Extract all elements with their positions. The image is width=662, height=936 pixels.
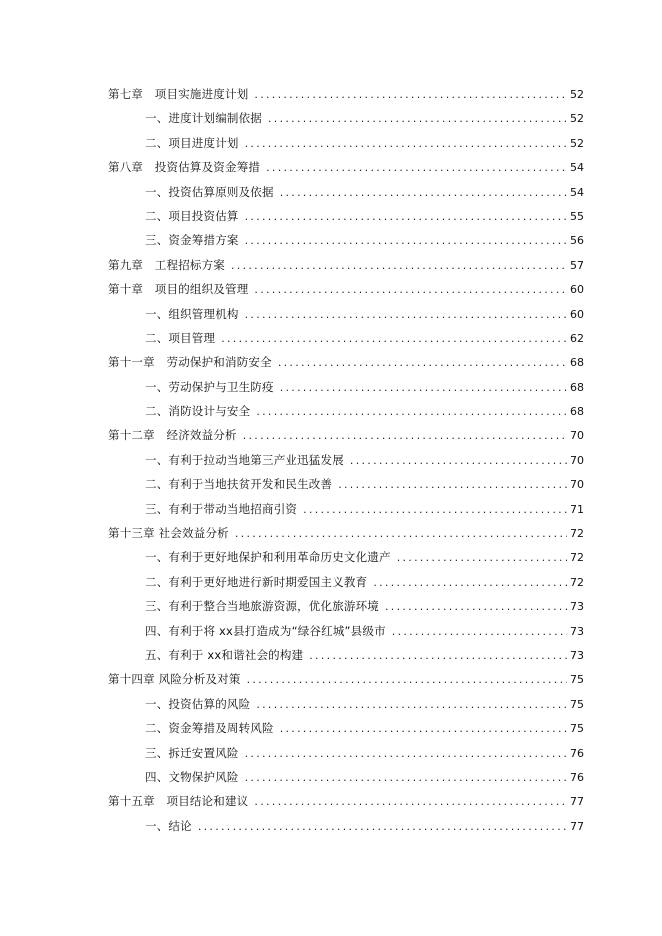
dot-leader xyxy=(266,156,567,180)
toc-page-number: 76 xyxy=(570,770,584,784)
toc-entry-label: 二、项目管理 xyxy=(145,330,216,345)
toc-section-entry[interactable] xyxy=(108,741,584,765)
dot-leader xyxy=(245,303,567,327)
dot-leader xyxy=(392,620,567,644)
toc-section-entry[interactable] xyxy=(108,765,584,789)
toc-entry-label: 二、资金筹措及周转风险 xyxy=(145,721,274,736)
dot-leader xyxy=(245,229,567,253)
toc-entry-label: 一、劳动保护与卫生防疫 xyxy=(145,379,274,394)
toc-entry-label: 二、项目进度计划 xyxy=(145,135,239,150)
dot-leader xyxy=(278,351,567,375)
dot-leader xyxy=(198,815,567,839)
toc-entry-label: 一、组织管理机构 xyxy=(145,306,239,321)
dot-leader xyxy=(338,473,567,497)
dot-leader xyxy=(280,717,567,741)
toc-page-number: 73 xyxy=(570,624,584,638)
toc-entry-label: 三、拆迁安置风险 xyxy=(145,745,239,760)
toc-entry-label: 一、投资估算原则及依据 xyxy=(145,184,274,199)
toc-page-number: 72 xyxy=(570,575,584,589)
toc-section-entry[interactable] xyxy=(108,204,584,228)
toc-entry-label: 四、有利于将 xx县打造成为“绿谷红城”县级市 xyxy=(145,623,386,638)
toc-page-number: 70 xyxy=(570,429,584,443)
toc-chapter-entry[interactable] xyxy=(108,789,584,813)
toc-section-entry[interactable] xyxy=(108,570,584,594)
toc-page-number: 56 xyxy=(570,234,584,248)
dot-leader xyxy=(309,644,567,668)
dot-leader xyxy=(247,668,567,692)
toc-chapter-entry[interactable] xyxy=(108,521,584,545)
toc-entry-label: 一、进度计划编制依据 xyxy=(145,111,262,126)
dot-leader xyxy=(280,181,567,205)
toc-entry-label: 三、资金筹措方案 xyxy=(145,233,239,248)
toc-section-entry[interactable] xyxy=(108,448,584,472)
toc-entry-label: 三、有利于带动当地招商引资 xyxy=(145,501,298,516)
dot-leader xyxy=(245,132,567,156)
toc-entry-label: 二、有利于当地扶贫开发和民生改善 xyxy=(145,477,333,492)
toc-page-number: 55 xyxy=(570,209,584,223)
toc-page-number: 68 xyxy=(570,356,584,370)
toc-section-entry[interactable] xyxy=(108,228,584,252)
dot-leader xyxy=(256,693,567,717)
toc-page-number: 62 xyxy=(570,331,584,345)
toc-page-number: 60 xyxy=(570,283,584,297)
toc-entry-label: 第十章 项目的组织及管理 xyxy=(108,282,249,297)
toc-page-number: 75 xyxy=(570,697,584,711)
toc-section-entry[interactable] xyxy=(108,545,584,569)
toc-chapter-entry[interactable] xyxy=(108,155,584,179)
dot-leader xyxy=(254,83,567,107)
toc-page-number: 70 xyxy=(570,453,584,467)
toc-page-number: 77 xyxy=(570,819,584,833)
toc-section-entry[interactable] xyxy=(108,302,584,326)
toc-section-entry[interactable] xyxy=(108,180,584,204)
toc-entry-label: 第八章 投资估算及资金筹措 xyxy=(108,160,261,175)
toc-page-number: 77 xyxy=(570,795,584,809)
toc-page-number: 70 xyxy=(570,478,584,492)
dot-leader xyxy=(280,376,567,400)
toc-page-number: 73 xyxy=(570,600,584,614)
toc-entry-label: 第十三章 社会效益分析 xyxy=(108,526,229,541)
dot-leader xyxy=(231,254,567,278)
dot-leader xyxy=(350,449,567,473)
toc-page-number: 72 xyxy=(570,551,584,565)
toc-entry-label: 第七章 项目实施进度计划 xyxy=(108,87,249,101)
toc-section-entry[interactable] xyxy=(108,472,584,496)
toc-page-number: 52 xyxy=(570,136,584,150)
toc-entry-label: 第十四章 风险分析及对策 xyxy=(108,672,241,687)
toc-entry-label: 第十五章 项目结论和建议 xyxy=(108,794,249,809)
toc-entry-label: 二、项目投资估算 xyxy=(145,208,239,223)
dot-leader xyxy=(243,424,567,448)
toc-entry-label: 第十一章 劳动保护和消防安全 xyxy=(108,355,272,370)
dot-leader xyxy=(385,595,567,619)
dot-leader xyxy=(268,107,567,131)
toc-section-entry[interactable] xyxy=(108,814,584,838)
dot-leader xyxy=(245,766,567,790)
toc-page-number: 68 xyxy=(570,380,584,394)
toc-entry-label: 第九章 工程招标方案 xyxy=(108,257,225,272)
toc-section-entry[interactable] xyxy=(108,497,584,521)
dot-leader xyxy=(254,790,567,814)
toc-section-entry[interactable] xyxy=(108,326,584,350)
toc-page-number: 57 xyxy=(570,258,584,272)
toc-entry-label: 一、有利于拉动当地第三产业迅猛发展 xyxy=(145,452,344,467)
toc-page-number: 52 xyxy=(570,112,584,126)
dot-leader xyxy=(373,571,567,595)
toc-chapter-entry[interactable] xyxy=(108,277,584,301)
toc-section-entry[interactable] xyxy=(108,399,584,423)
dot-leader xyxy=(303,498,567,522)
toc-entry-label: 一、有利于更好地保护和利用革命历史文化遗产 xyxy=(145,550,391,565)
toc-entry-label: 四、文物保护风险 xyxy=(145,769,239,784)
toc-entry-label: 二、有利于更好地进行新时期爱国主义教育 xyxy=(145,574,368,589)
dot-leader xyxy=(245,205,567,229)
toc-page-number: 52 xyxy=(570,88,584,101)
toc-page-number: 54 xyxy=(570,185,584,199)
toc-section-entry[interactable] xyxy=(108,375,584,399)
toc-section-entry[interactable] xyxy=(108,692,584,716)
toc-chapter-entry[interactable] xyxy=(108,667,584,691)
toc-entry-label: 三、有利于整合当地旅游资源，优化旅游环境 xyxy=(145,599,379,614)
toc-page-number: 71 xyxy=(570,502,584,516)
toc-page-number: 60 xyxy=(570,307,584,321)
toc-section-entry[interactable] xyxy=(108,716,584,740)
toc-page-number: 76 xyxy=(570,746,584,760)
toc-page-number: 75 xyxy=(570,722,584,736)
dot-leader xyxy=(235,522,567,546)
toc-chapter-entry[interactable] xyxy=(108,253,584,277)
dot-leader xyxy=(256,400,567,424)
toc-section-entry[interactable] xyxy=(108,106,584,130)
toc-section-entry[interactable] xyxy=(108,619,584,643)
toc-section-entry[interactable] xyxy=(108,643,584,667)
toc-section-entry[interactable] xyxy=(108,131,584,155)
dot-leader xyxy=(245,742,567,766)
toc-chapter-entry[interactable] xyxy=(108,423,584,447)
toc-chapter-entry[interactable] xyxy=(108,82,584,106)
toc-entry-label: 五、有利于 xx和谐社会的构建 xyxy=(145,647,304,662)
toc-page-number: 73 xyxy=(570,648,584,662)
toc-page-number: 54 xyxy=(570,161,584,175)
toc-chapter-entry[interactable] xyxy=(108,350,584,374)
dot-leader xyxy=(397,546,567,570)
toc-page-number: 72 xyxy=(570,527,584,541)
toc-entry-label: 二、消防设计与安全 xyxy=(145,404,251,419)
toc-page-number: 68 xyxy=(570,405,584,419)
toc-entry-label: 第十二章 经济效益分析 xyxy=(108,428,237,443)
toc-page-number: 75 xyxy=(570,673,584,687)
toc-section-entry[interactable] xyxy=(108,594,584,618)
dot-leader xyxy=(254,278,567,302)
table-of-contents xyxy=(108,82,584,838)
toc-entry-label: 一、投资估算的风险 xyxy=(145,696,251,711)
toc-entry-label: 一、结论 xyxy=(145,818,192,833)
dot-leader xyxy=(221,327,567,351)
